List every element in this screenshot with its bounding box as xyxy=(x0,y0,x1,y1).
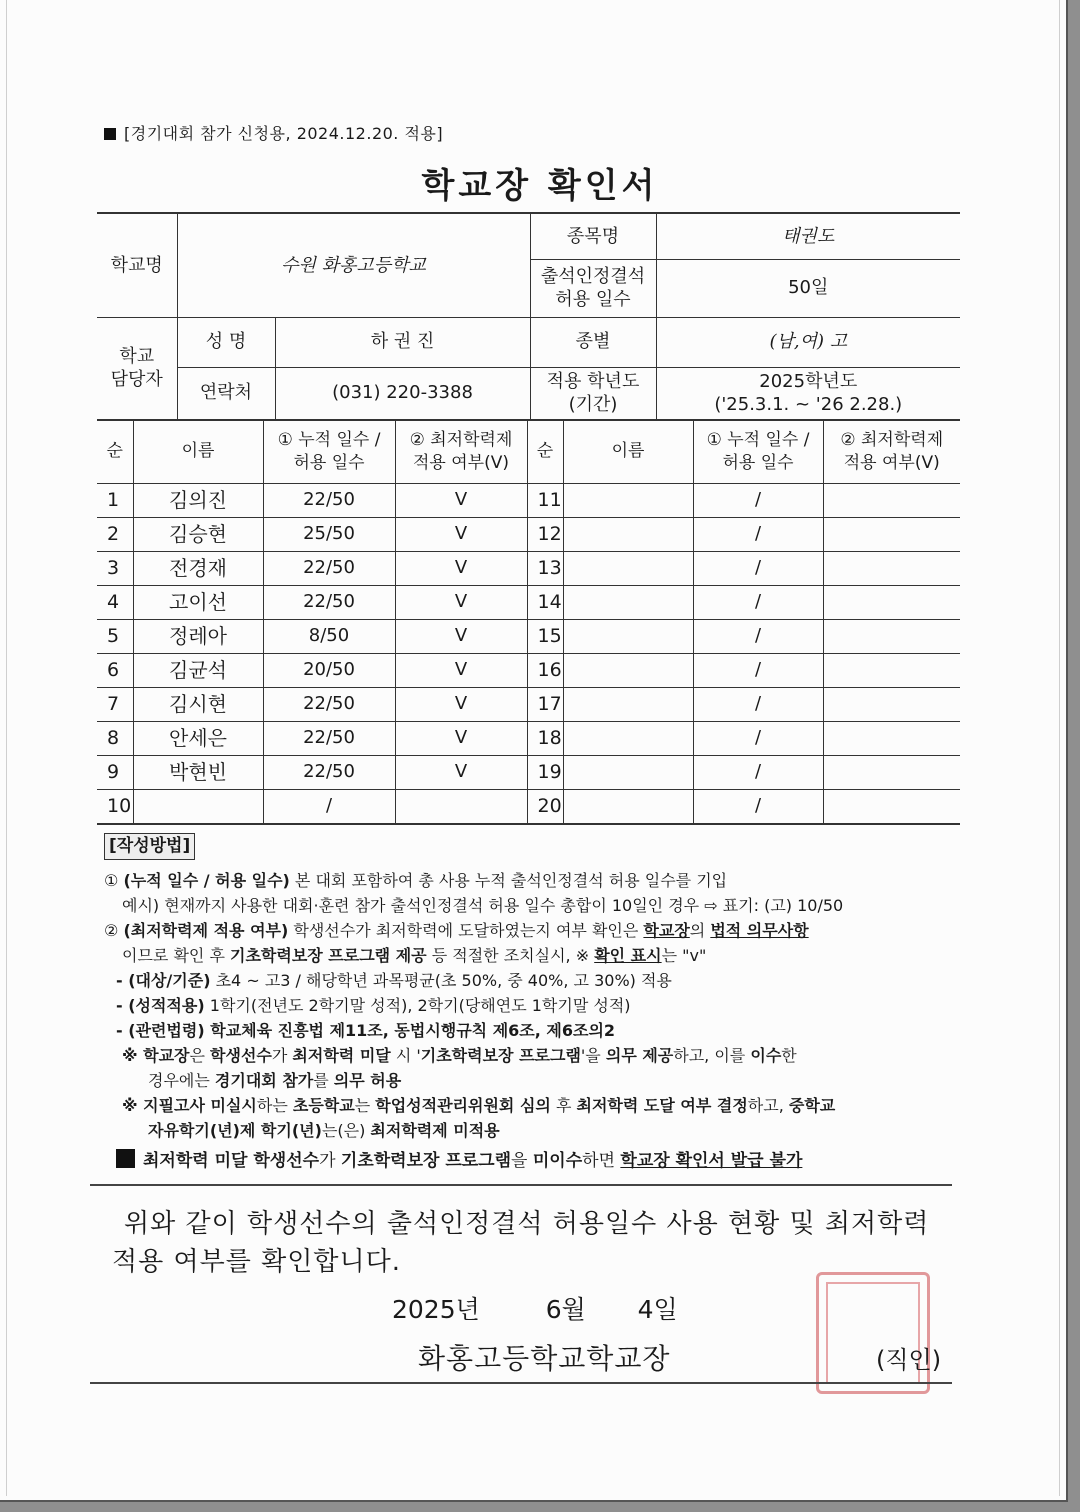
student-cell-days2: / xyxy=(693,551,823,585)
student-cell-check: V xyxy=(395,585,527,619)
manager-label: 학교 담당자 xyxy=(97,317,177,419)
student-cell-no: 10 xyxy=(97,789,133,824)
student-cell-no2: 16 xyxy=(527,653,563,687)
students-table xyxy=(97,420,960,825)
student-cell-name: 김시현 xyxy=(133,687,263,721)
student-cell-no2: 15 xyxy=(527,619,563,653)
student-cell-check: V xyxy=(395,653,527,687)
students-header-row xyxy=(97,420,960,483)
student-cell-name: 정레아 xyxy=(133,619,263,653)
student-cell-check2 xyxy=(823,619,960,653)
sport-label: 종목명 xyxy=(530,213,656,259)
table-row xyxy=(97,789,960,824)
school-label: 학교명 xyxy=(97,213,177,317)
student-cell-no: 3 xyxy=(97,551,133,585)
student-cell-days: 8/50 xyxy=(263,619,395,653)
method-detail-target: - (대상/기준) 초4 ~ 고3 / 해당학년 과목평균(초 50%, 중 40%, 고 30%) 적용 xyxy=(116,971,672,990)
table-row xyxy=(97,551,960,585)
issue-date xyxy=(392,1290,678,1326)
student-cell-days: 22/50 xyxy=(263,687,395,721)
method-item-2-cont: 이므로 확인 후 기초학력보장 프로그램 제공 등 적절한 조치실시, ※ 확인 표시는 "v" xyxy=(122,946,707,965)
student-cell-check2 xyxy=(823,517,960,551)
student-cell-name xyxy=(133,789,263,824)
student-cell-no2: 18 xyxy=(527,721,563,755)
student-cell-name2 xyxy=(563,687,693,721)
student-cell-check: V xyxy=(395,551,527,585)
student-cell-name2 xyxy=(563,755,693,789)
student-cell-name: 전경재 xyxy=(133,551,263,585)
student-cell-check2 xyxy=(823,653,960,687)
student-cell-name2 xyxy=(563,585,693,619)
sport-value: 태권도 xyxy=(656,213,960,259)
student-cell-no2: 17 xyxy=(527,687,563,721)
student-cell-name2 xyxy=(563,517,693,551)
student-cell-name2 xyxy=(563,619,693,653)
student-cell-days2: / xyxy=(693,789,823,824)
student-cell-name2 xyxy=(563,551,693,585)
student-cell-no2: 20 xyxy=(527,789,563,824)
date-day: 4일 xyxy=(637,1295,678,1324)
form-grid xyxy=(97,212,960,825)
student-cell-days: 22/50 xyxy=(263,483,395,517)
absence-label: 출석인정결석 허용 일수 xyxy=(530,259,656,317)
student-cell-days2: / xyxy=(693,517,823,551)
student-cell-no: 7 xyxy=(97,687,133,721)
contact-value: (031) 220-3388 xyxy=(275,367,530,419)
absence-value: 50일 xyxy=(656,259,960,317)
gender-value: (남,여) 고 xyxy=(656,317,960,367)
student-cell-check2 xyxy=(823,721,960,755)
student-cell-name: 김승현 xyxy=(133,517,263,551)
contact-label: 연락처 xyxy=(177,367,275,419)
student-cell-check2 xyxy=(823,789,960,824)
method-note-2: ※ 지필고사 미실시하는 초등학교는 학업성적관리위원회 심의 후 최저학력 도달 여부 결정하고, 중학교 xyxy=(122,1096,836,1115)
student-cell-no2: 19 xyxy=(527,755,563,789)
table-row xyxy=(97,755,960,789)
header-check: ② 최저학력제 적용 여부(V) xyxy=(395,420,527,483)
method-detail-grades: - (성적적용) 1학기(전년도 2학기말 성적), 2학기(당해연도 1학기말 성적) xyxy=(116,996,631,1015)
student-cell-name2 xyxy=(563,483,693,517)
student-cell-name2 xyxy=(563,653,693,687)
student-cell-no: 2 xyxy=(97,517,133,551)
method-item-2: ② (최저학력제 적용 여부) 학생선수가 최저학력에 도달하였는지 여부 확인은 학교장의 법적 의무사항 xyxy=(104,921,809,940)
student-cell-check: V xyxy=(395,687,527,721)
method-note-1: ※ 학교장은 학생선수가 최저학력 미달 시 '기초학력보장 프로그램'을 의무 제공하고, 이를 이수한 xyxy=(122,1046,797,1065)
student-cell-no2: 11 xyxy=(527,483,563,517)
student-cell-days: 22/50 xyxy=(263,755,395,789)
principal-name: 화홍고등학교학교장 xyxy=(418,1342,671,1375)
student-cell-check xyxy=(395,789,527,824)
table-row xyxy=(97,687,960,721)
student-cell-days2: / xyxy=(693,687,823,721)
student-cell-days2: / xyxy=(693,721,823,755)
method-title: [작성방법] xyxy=(104,833,195,860)
student-cell-name2 xyxy=(563,789,693,824)
method-note-1-cont: 경우에는 경기대회 참가를 의무 허용 xyxy=(148,1071,402,1090)
student-cell-days2: / xyxy=(693,585,823,619)
student-cell-no: 8 xyxy=(97,721,133,755)
student-cell-days2: / xyxy=(693,755,823,789)
divider-bottom xyxy=(90,1382,952,1384)
method-notice: 최저학력 미달 학생선수가 기초학력보장 프로그램을 미이수하면 학교장 확인서 발급 불가 xyxy=(104,1149,954,1174)
header-note: [경기대회 참가 신청용, 2024.12.20. 적용] xyxy=(104,121,443,144)
header-name: 이름 xyxy=(133,420,263,483)
student-cell-days: 22/50 xyxy=(263,551,395,585)
student-cell-days: 22/50 xyxy=(263,585,395,619)
school-seal-stamp xyxy=(816,1272,930,1394)
table-row xyxy=(97,517,960,551)
student-cell-no2: 14 xyxy=(527,585,563,619)
table-row xyxy=(97,653,960,687)
student-cell-days2: / xyxy=(693,653,823,687)
student-cell-days: 25/50 xyxy=(263,517,395,551)
school-value: 수원 화홍고등학교 xyxy=(177,213,530,317)
info-table xyxy=(97,212,960,420)
year-value: 2025학년도 ('25.3.1. ~ '26 2.28.) xyxy=(656,367,960,419)
method-item-1: ① (누적 일수 / 허용 일수) 본 대회 포함하여 총 사용 누적 출석인정결석 허용 일수를 기입 xyxy=(104,871,728,890)
method-example: 예시) 현재까지 사용한 대회·훈련 참가 출석인정결석 허용 일수 총합이 10일인 경우 ⇨ 표기: (고) 10/50 xyxy=(122,896,844,915)
student-cell-check2 xyxy=(823,585,960,619)
student-cell-check2 xyxy=(823,687,960,721)
student-cell-no: 5 xyxy=(97,619,133,653)
header-check-2: ② 최저학력제 적용 여부(V) xyxy=(823,420,960,483)
student-cell-no: 6 xyxy=(97,653,133,687)
student-cell-days2: / xyxy=(693,619,823,653)
student-cell-no2: 13 xyxy=(527,551,563,585)
year-label: 적용 학년도 (기간) xyxy=(530,367,656,419)
method-detail-law: - (관련법령) 학교체육 진흥법 제11조, 동법시행규칙 제6조, 제6조의2 xyxy=(116,1021,616,1040)
student-cell-name: 안세은 xyxy=(133,721,263,755)
student-cell-check: V xyxy=(395,517,527,551)
student-cell-check2 xyxy=(823,483,960,517)
header-no-2: 순 xyxy=(527,420,563,483)
arrow-box-icon xyxy=(116,1149,135,1168)
student-cell-check: V xyxy=(395,755,527,789)
student-cell-no2: 12 xyxy=(527,517,563,551)
student-cell-days: / xyxy=(263,789,395,824)
student-cell-name: 박현빈 xyxy=(133,755,263,789)
name-value: 하 권 진 xyxy=(275,317,530,367)
student-cell-check: V xyxy=(395,619,527,653)
student-cell-no: 4 xyxy=(97,585,133,619)
seal-label: (직인) xyxy=(876,1346,942,1374)
student-cell-check: V xyxy=(395,483,527,517)
header-days: ① 누적 일수 / 허용 일수 xyxy=(263,420,395,483)
student-cell-days: 20/50 xyxy=(263,653,395,687)
table-row xyxy=(97,585,960,619)
gender-label: 종별 xyxy=(530,317,656,367)
divider-top xyxy=(90,1184,952,1186)
student-cell-name: 김균석 xyxy=(133,653,263,687)
student-cell-check2 xyxy=(823,755,960,789)
student-cell-days2: / xyxy=(693,483,823,517)
header-days-2: ① 누적 일수 / 허용 일수 xyxy=(693,420,823,483)
student-cell-days: 22/50 xyxy=(263,721,395,755)
date-year: 2025년 xyxy=(392,1295,480,1324)
student-cell-no: 1 xyxy=(97,483,133,517)
header-no: 순 xyxy=(97,420,133,483)
student-cell-name2 xyxy=(563,721,693,755)
table-row xyxy=(97,483,960,517)
writing-method xyxy=(104,833,954,1174)
method-note-2-cont: 자유학기(년)제 학기(년)는(은) 최저학력제 미적용 xyxy=(148,1121,500,1140)
student-cell-check: V xyxy=(395,721,527,755)
page-title: 학교장 확인서 xyxy=(421,166,659,206)
student-cell-check2 xyxy=(823,551,960,585)
header-name-2: 이름 xyxy=(563,420,693,483)
table-row xyxy=(97,721,960,755)
date-month: 6월 xyxy=(545,1295,586,1324)
student-cell-name: 고이선 xyxy=(133,585,263,619)
student-cell-no: 9 xyxy=(97,755,133,789)
confirmation-statement: 위와 같이 학생선수의 출석인정결석 허용일수 사용 현황 및 최저학력 적용 여부를 확인합니다. xyxy=(112,1209,930,1277)
table-row xyxy=(97,619,960,653)
square-bullet-icon xyxy=(104,128,116,140)
name-label: 성 명 xyxy=(177,317,275,367)
student-cell-name: 김의진 xyxy=(133,483,263,517)
